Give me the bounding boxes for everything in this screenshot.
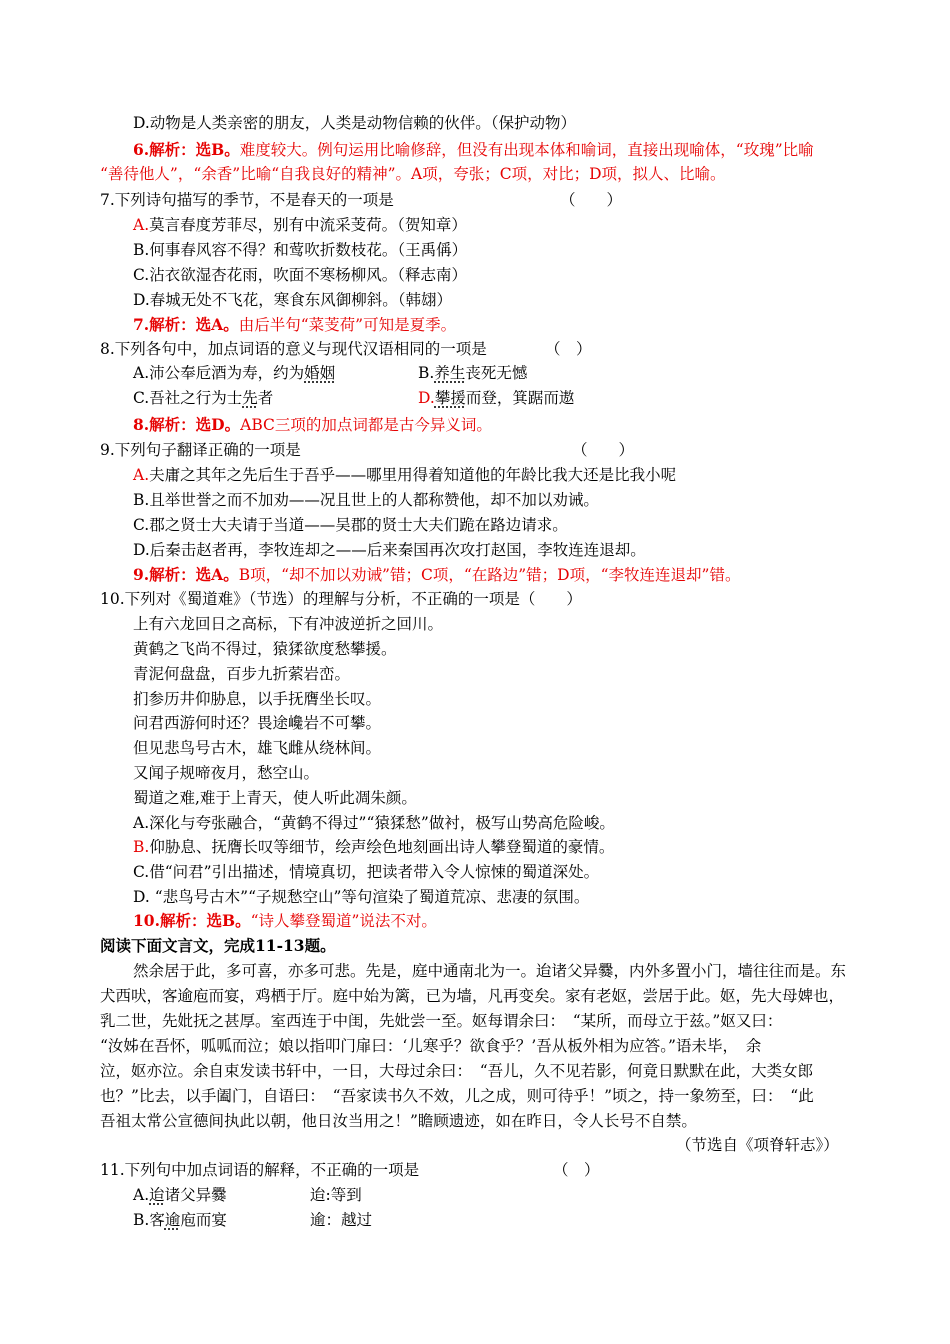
option-text: 诸父异爨 xyxy=(164,1186,227,1204)
passage-line-4: “汝姊在吾怀，呱呱而泣；娘以指叩门扉曰：‘儿寒乎？欲食乎？’吾从板外相为应答。”语未毕， 余 xyxy=(100,1037,762,1055)
q8-option-a xyxy=(133,362,335,384)
q11-option-a-explanation: 迨:等到 xyxy=(310,1186,362,1204)
q6-answer-line1 xyxy=(133,139,814,161)
option-letter: B. xyxy=(418,364,435,382)
q6-option-d: D.动物是人类亲密的朋友，人类是动物信赖的伙伴。（保护动物） xyxy=(133,114,577,132)
q11-option-b xyxy=(133,1209,227,1231)
q10-answer xyxy=(133,910,437,932)
option-letter: A. xyxy=(133,1186,150,1204)
option-letter: A. xyxy=(133,466,150,484)
dotted-word: 先 xyxy=(242,389,258,407)
q10-stem: 10.下列对《蜀道难》（节选）的理解与分析，不正确的一项是（ ） xyxy=(100,590,582,608)
q7-answer-blank: （ ） xyxy=(560,191,623,209)
dotted-word: 攀援 xyxy=(434,389,466,407)
passage-line-3: 乳二世，先妣抚之甚厚。室西连于中闺，先妣尝一至。妪每谓余曰： “某所，而母立于兹。”妪又曰： xyxy=(100,1012,783,1030)
q9-option-d: D.后秦击赵者再，李牧连却之——后来秦国再次攻打赵国，李牧连连退却。 xyxy=(133,541,646,559)
answer-text: 由后半句“菜芰荷”可知是夏季。 xyxy=(238,316,457,334)
q7-stem: 7.下列诗句描写的季节，不是春天的一项是 xyxy=(100,191,394,209)
q7-option-a xyxy=(133,214,467,236)
answer-label: 10.解析：选B。 xyxy=(133,911,251,930)
q8-stem: 8.下列各句中，加点词语的意义与现代汉语相同的一项是 xyxy=(100,340,487,358)
option-text: 而登，箕踞而遨 xyxy=(465,389,575,407)
q10-option-c: C.借“问君”引出描述，情境真切，把读者带入令人惊悚的蜀道深处。 xyxy=(133,863,600,881)
q10-option-a: A.深化与夸张融合，“黄鹤不得过”“猿猱愁”做衬，极写山势高危险峻。 xyxy=(133,814,615,832)
q10-option-d: D. “悲鸟号古木”“子规愁空山”等句渲染了蜀道荒凉、悲凄的氛围。 xyxy=(133,888,590,906)
option-letter: D. xyxy=(418,389,435,407)
q8-answer xyxy=(133,414,492,436)
q8-answer-blank: （ ） xyxy=(545,340,592,358)
answer-label: 9.解析：选A。 xyxy=(133,565,239,584)
q7-option-c: C.沾衣欲湿杏花雨，吹面不寒杨柳风。（释志南） xyxy=(133,266,467,284)
q9-stem: 9.下列句子翻译正确的一项是 xyxy=(100,441,301,459)
dotted-word: 逾 xyxy=(164,1211,181,1229)
poem-line-4: 扪参历井仰胁息，以手抚膺坐长叹。 xyxy=(133,690,382,708)
option-text: 庖而宴 xyxy=(180,1211,227,1229)
option-text: 丧死无憾 xyxy=(465,364,528,382)
passage-line-2: 犬西吠，客逾庖而宴，鸡栖于厅。庭中始为篱，已为墙，凡再变矣。家有老妪，尝居于此。妪，先大母婢也， xyxy=(100,987,845,1005)
q9-option-c: C.郡之贤士大夫请于当道——吴郡的贤士大夫们跪在路边请求。 xyxy=(133,516,568,534)
option-text: B.客 xyxy=(133,1211,165,1229)
q7-option-d: D.春城无处不飞花，寒食东风御柳斜。（韩翃） xyxy=(133,291,453,309)
q8-option-b xyxy=(418,362,527,384)
poem-line-5: 问君西游何时还？畏途巉岩不可攀。 xyxy=(133,714,382,732)
answer-label: 7.解析：选A。 xyxy=(133,315,239,334)
q9-answer xyxy=(133,564,740,586)
answer-text: ABC三项的加点词都是古今异义词。 xyxy=(240,416,492,434)
poem-line-8: 蜀道之难,难于上青天，使人听此凋朱颜。 xyxy=(133,789,417,807)
reading-instruction: 阅读下面文言文，完成11-13题。 xyxy=(100,936,336,955)
option-text: C.吾社之行为士 xyxy=(133,389,243,407)
q11-answer-blank: （ ） xyxy=(553,1161,600,1179)
poem-line-7: 又闻子规啼夜月，愁空山。 xyxy=(133,764,320,782)
dotted-word: 迨 xyxy=(149,1186,165,1204)
answer-text: “诗人攀登蜀道”说法不对。 xyxy=(250,912,437,930)
answer-label: 6.解析：选B。 xyxy=(133,140,240,159)
passage-line-1: 然余居于此，多可喜，亦多可悲。先是，庭中通南北为一。迨诸父异爨，内外多置小门，墙往往而是。东 xyxy=(133,962,847,980)
q6-answer-line2: “善待他人”，“余香”比喻“自我良好的精神”。A项，夸张；C项，对比；D项，拟人、比喻。 xyxy=(100,165,726,183)
q11-option-b-explanation: 逾：越过 xyxy=(310,1211,373,1229)
poem-line-1: 上有六龙回日之高标，下有冲波逆折之回川。 xyxy=(133,615,444,633)
answer-text: B项，“却不加以劝诫”错；C项，“在路边”错；D项，“李牧连连退却”错。 xyxy=(238,566,741,584)
poem-line-6: 但见悲鸟号古木，雄飞雌从绕林间。 xyxy=(133,739,382,757)
q8-option-d xyxy=(418,387,574,409)
q8-option-c xyxy=(133,387,273,409)
q7-answer xyxy=(133,314,456,336)
option-letter: B. xyxy=(133,838,150,856)
passage-source: （节选自《项脊轩志》） xyxy=(676,1136,839,1154)
q10-option-b xyxy=(133,836,614,858)
option-text: 者 xyxy=(257,389,274,407)
option-text: 仰胁息、抚膺长叹等细节，绘声绘色地刻画出诗人攀登蜀道的豪情。 xyxy=(149,838,615,856)
passage-line-6: 也？”比去，以手阖门，自语曰： “吾家读书久不效，儿之成，则可待乎！”顷之，持一象笏至，曰： “此 xyxy=(100,1087,814,1105)
q9-option-b: B.且举世誉之而不加劝——况且世上的人都称赞他，却不加以劝诫。 xyxy=(133,491,599,509)
passage-line-5: 泣，妪亦泣。余自束发读书轩中，一日，大母过余曰： “吾儿，久不见若影，何竟日默默在此，大类女郎 xyxy=(100,1062,814,1080)
q11-stem: 11.下列句中加点词语的解释，不正确的一项是 xyxy=(100,1161,420,1179)
dotted-word: 婚姻 xyxy=(304,364,336,382)
option-letter: A. xyxy=(133,216,150,234)
q7-option-b: B.何事春风容不得？和莺吹折数枝花。（王禹偁） xyxy=(133,241,468,259)
dotted-word: 养生 xyxy=(434,364,466,382)
option-text: 莫言春度芳菲尽，别有中流采芰荷。（贺知章） xyxy=(149,216,467,234)
passage-line-7: 吾祖太常公宣德间执此以朝，他日汝当用之！”瞻顾遗迹，如在昨日，令人长号不自禁。 xyxy=(100,1112,697,1130)
poem-line-2: 黄鹤之飞尚不得过，猿猱欲度愁攀援。 xyxy=(133,640,397,658)
q9-option-a xyxy=(133,464,676,486)
option-text: 夫庸之其年之先后生于吾乎——哪里用得着知道他的年龄比我大还是比我小呢 xyxy=(149,466,677,484)
q9-answer-blank: （ ） xyxy=(572,441,635,459)
option-text: A.沛公奉卮酒为寿，约为 xyxy=(133,364,305,382)
answer-label: 8.解析：选D。 xyxy=(133,415,241,434)
poem-line-3: 青泥何盘盘，百步九折萦岩峦。 xyxy=(133,665,351,683)
answer-text: 难度较大。例句运用比喻修辞，但没有出现本体和喻词，直接出现喻体，“玫瑰”比喻 xyxy=(239,141,814,159)
q11-option-a xyxy=(133,1184,227,1206)
